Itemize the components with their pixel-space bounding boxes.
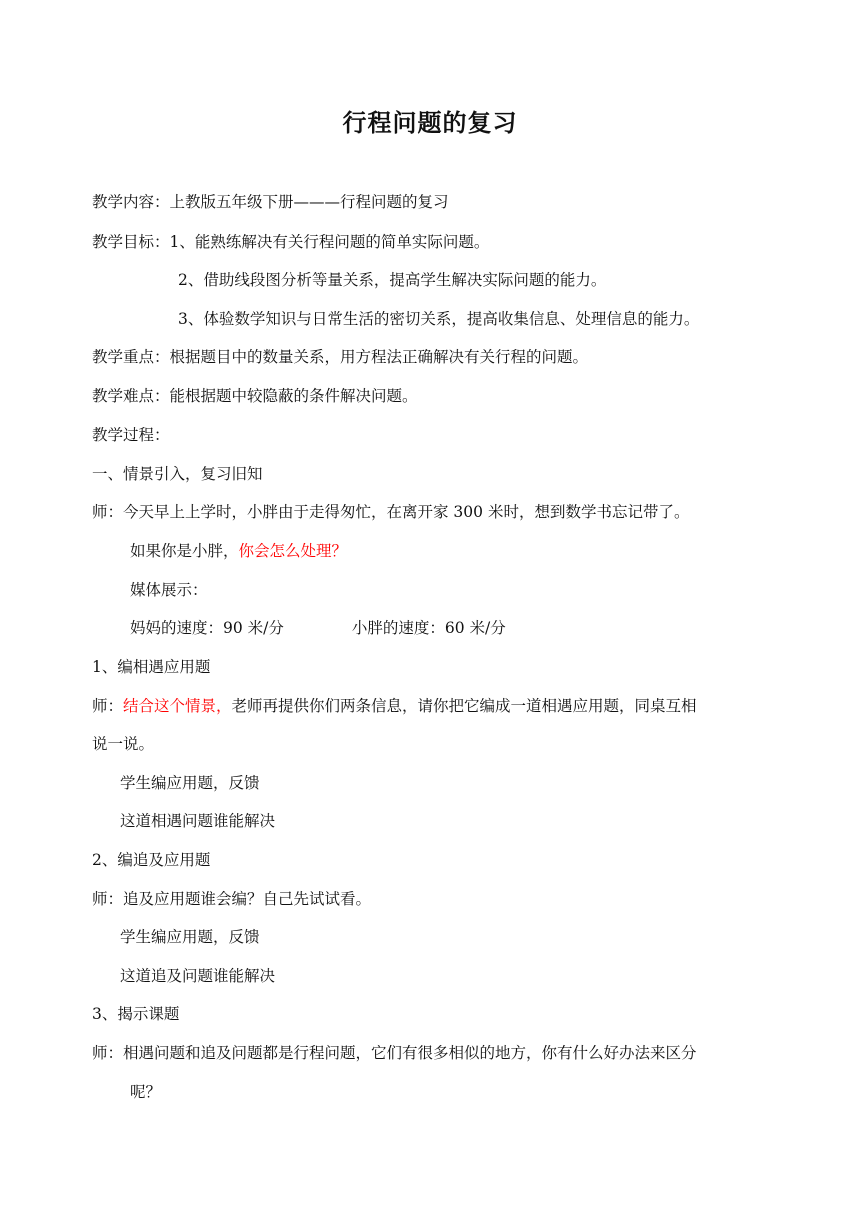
student-feedback-1: 学生编应用题，反馈: [120, 774, 260, 792]
teacher-2-rest: 老师再提供你们两条信息，请你把它编成一道相遇应用题，同桌互相: [231, 697, 697, 715]
step-heading-2: 2、编追及应用题: [92, 851, 211, 869]
teacher-line-1: 师：今天早上上学时，小胖由于走得匆忙，在离开家 300 米时，想到数学书忘记带了。: [92, 503, 690, 521]
step-heading-1: 1、编相遇应用题: [92, 658, 211, 676]
teacher-line-4: 师：相遇问题和追及问题都是行程问题，它们有很多相似的地方，你有什么好办法来区分: [92, 1044, 697, 1062]
teaching-key-point: 教学重点：根据题目中的数量关系，用方程法正确解决有关行程的问题。: [92, 348, 589, 366]
student-feedback-2: 学生编应用题，反馈: [120, 928, 260, 946]
teaching-goal-1: 教学目标：1、能熟练解决有关行程问题的简单实际问题。: [92, 233, 490, 251]
teacher-line-4-continued: 呢？: [130, 1083, 162, 1101]
mom-speed: 妈妈的速度：90 米/分: [130, 619, 284, 637]
teacher-2-highlight: 结合这个情景，: [123, 697, 232, 715]
speed-line: [130, 618, 506, 638]
teacher-line-2: [92, 696, 697, 716]
teaching-content: 教学内容：上教版五年级下册———行程问题的复习: [92, 193, 449, 211]
meet-problem-solve: 这道相遇问题谁能解决: [120, 812, 276, 830]
teacher-line-2-continued: 说一说。: [92, 735, 155, 753]
xiaopang-speed: 小胖的速度：60 米/分: [351, 619, 506, 637]
question-line: [130, 541, 347, 561]
teaching-goal-3: 3、体验数学知识与日常生活的密切关系，提高收集信息、处理信息的能力。: [178, 310, 700, 328]
document-title: 行程问题的复习: [342, 109, 518, 137]
teaching-difficulty: 教学难点：能根据题中较隐蔽的条件解决问题。: [92, 387, 418, 405]
media-display: 媒体展示：: [130, 581, 208, 599]
teacher-2-prefix: 师：: [92, 697, 124, 715]
question-highlight: 你会怎么处理？: [238, 542, 348, 560]
step-heading-3: 3、揭示课题: [92, 1005, 180, 1023]
teaching-goal-2: 2、借助线段图分析等量关系，提高学生解决实际问题的能力。: [178, 271, 607, 289]
teaching-process: 教学过程：: [92, 426, 170, 444]
section-heading-1: 一、情景引入，复习旧知: [92, 465, 263, 483]
question-prefix: 如果你是小胖，: [130, 542, 239, 560]
chase-problem-solve: 这道追及问题谁能解决: [120, 967, 276, 985]
teacher-line-3: 师：追及应用题谁会编？自己先试试看。: [92, 890, 372, 908]
